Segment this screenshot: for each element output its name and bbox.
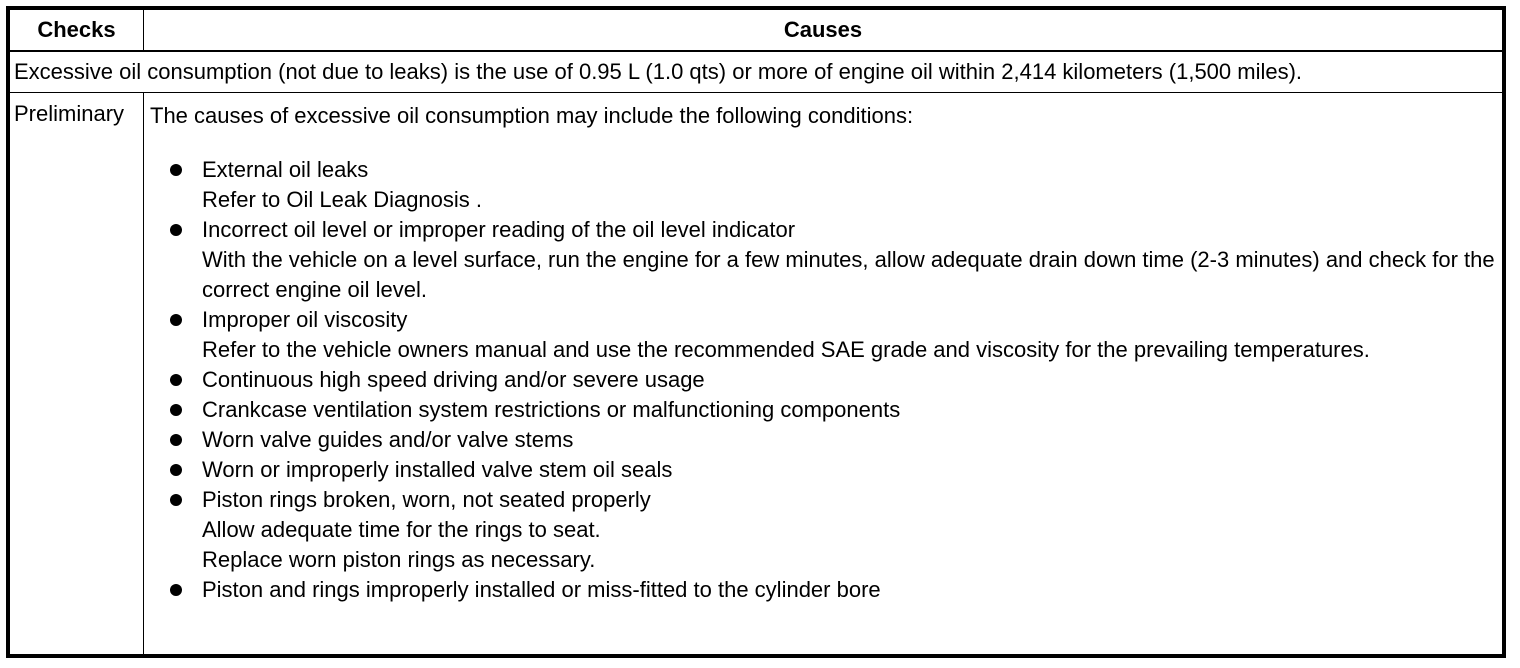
condition-item xyxy=(170,395,1502,425)
condition-detail: Refer to the vehicle owners manual and use the recommended SAE grade and viscosity for the prevailing temperatures. xyxy=(202,337,1370,362)
condition-item xyxy=(170,305,1502,365)
causes-intro: The causes of excessive oil consumption may include the following conditions: xyxy=(150,103,914,128)
condition-item xyxy=(170,215,1502,305)
bullet-icon xyxy=(170,404,182,416)
condition-title: External oil leaks xyxy=(202,157,369,182)
condition-detail: Allow adequate time for the rings to seat. xyxy=(202,517,601,542)
condition-title: Continuous high speed driving and/or severe usage xyxy=(202,367,705,392)
bullet-icon xyxy=(170,374,182,386)
definition-text: Excessive oil consumption (not due to leaks) is the use of 0.95 L (1.0 qts) or more of engine oil within 2,414 kilometers (1,500 miles). xyxy=(10,51,1503,93)
bullet-icon xyxy=(170,494,182,506)
condition-title: Worn valve guides and/or valve stems xyxy=(202,427,574,452)
condition-detail: Refer to Oil Leak Diagnosis . xyxy=(202,187,483,212)
condition-detail: Replace worn piston rings as necessary. xyxy=(202,547,596,572)
causes-cell xyxy=(144,93,1503,655)
bullet-icon xyxy=(170,314,182,326)
header-causes: Causes xyxy=(144,10,1503,52)
condition-item xyxy=(170,575,1502,605)
condition-title: Piston rings broken, worn, not seated properly xyxy=(202,487,651,512)
condition-item xyxy=(170,485,1502,575)
condition-title: Incorrect oil level or improper reading of the oil level indicator xyxy=(202,217,796,242)
condition-title: Worn or improperly installed valve stem oil seals xyxy=(202,457,673,482)
check-label: Preliminary xyxy=(10,93,144,655)
header-checks: Checks xyxy=(10,10,144,52)
bullet-icon xyxy=(170,464,182,476)
conditions-list xyxy=(150,155,1502,605)
condition-item xyxy=(170,365,1502,395)
condition-title: Improper oil viscosity xyxy=(202,307,408,332)
bullet-icon xyxy=(170,584,182,596)
condition-item xyxy=(170,455,1502,485)
condition-detail: With the vehicle on a level surface, run the engine for a few minutes, allow adequate drain down time (2-3 minutes) and check for the correct engine oil level. xyxy=(202,247,1495,302)
condition-item xyxy=(170,425,1502,455)
condition-title: Piston and rings improperly installed or miss-fitted to the cylinder bore xyxy=(202,577,881,602)
bullet-icon xyxy=(170,434,182,446)
diagnosis-table xyxy=(6,6,1506,658)
condition-title: Crankcase ventilation system restrictions or malfunctioning components xyxy=(202,397,901,422)
bullet-icon xyxy=(170,164,182,176)
bullet-icon xyxy=(170,224,182,236)
condition-item xyxy=(170,155,1502,215)
